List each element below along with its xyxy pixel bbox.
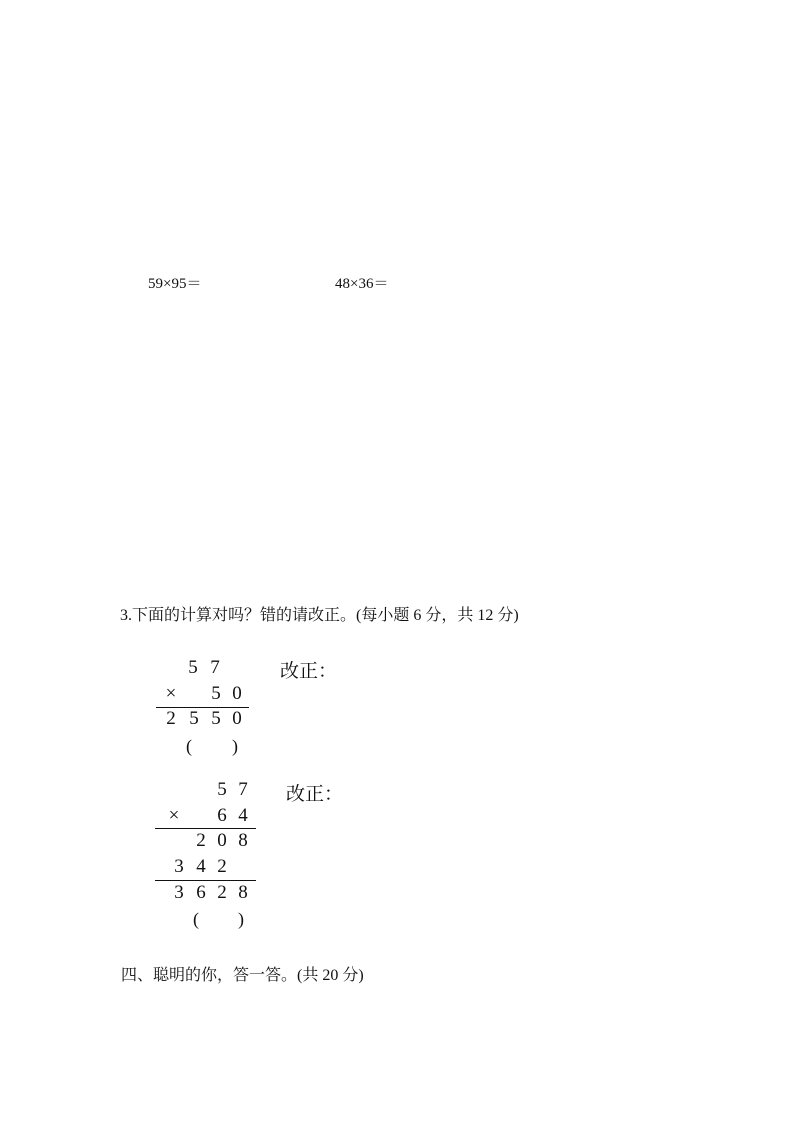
p2-partial1-digit-2: 0 [217,830,227,851]
p1-result-digit-2: 5 [189,708,199,729]
p2-top-digit-tens: 5 [217,779,227,800]
equation-48x36: 48×36＝ [335,276,389,292]
p2-partial2-digit-1: 3 [174,856,184,877]
p1-result-digit-3: 5 [211,708,221,729]
equation-59x95: 59×95＝ [148,276,202,292]
p2-multiplier-ones: 4 [238,805,248,826]
p2-partial2-digit-2: 4 [196,856,206,877]
section-4-heading: 四、聪明的你，答一答。(共 20 分) [121,967,364,984]
p1-result-digit-4: 0 [232,708,242,729]
p1-times-sign: × [165,683,177,704]
p2-partial2-digit-3: 2 [217,856,227,877]
p2-result-digit-1: 3 [174,882,184,903]
p1-multiplier-ones: 0 [232,683,242,704]
p2-partial-line [155,828,256,829]
p1-correction-label: 改正： [280,661,338,682]
p2-result-digit-4: 8 [238,882,248,903]
p2-answer-paren-close: ) [238,909,244,929]
p1-top-digit-tens: 5 [188,657,198,678]
p2-times-sign: × [168,805,180,826]
p2-top-digit-ones: 7 [238,779,248,800]
p1-answer-paren-close: ) [232,736,238,756]
p1-result-digit-1: 2 [166,708,176,729]
p1-multiplier-tens: 5 [211,683,221,704]
section-3-heading: 3.下面的计算对吗？错的请改正。(每小题 6 分，共 12 分) [120,607,519,624]
p2-result-digit-3: 2 [217,882,227,903]
p2-multiplier-tens: 6 [217,805,227,826]
p1-top-digit-ones: 7 [210,657,220,678]
p1-answer-paren-open: ( [186,736,192,756]
p2-answer-paren-open: ( [193,909,199,929]
p2-result-digit-2: 6 [196,882,206,903]
p2-partial1-digit-3: 8 [238,830,248,851]
p2-correction-label: 改正： [286,784,344,805]
p2-result-line [155,880,256,881]
p2-partial1-digit-1: 2 [196,830,206,851]
